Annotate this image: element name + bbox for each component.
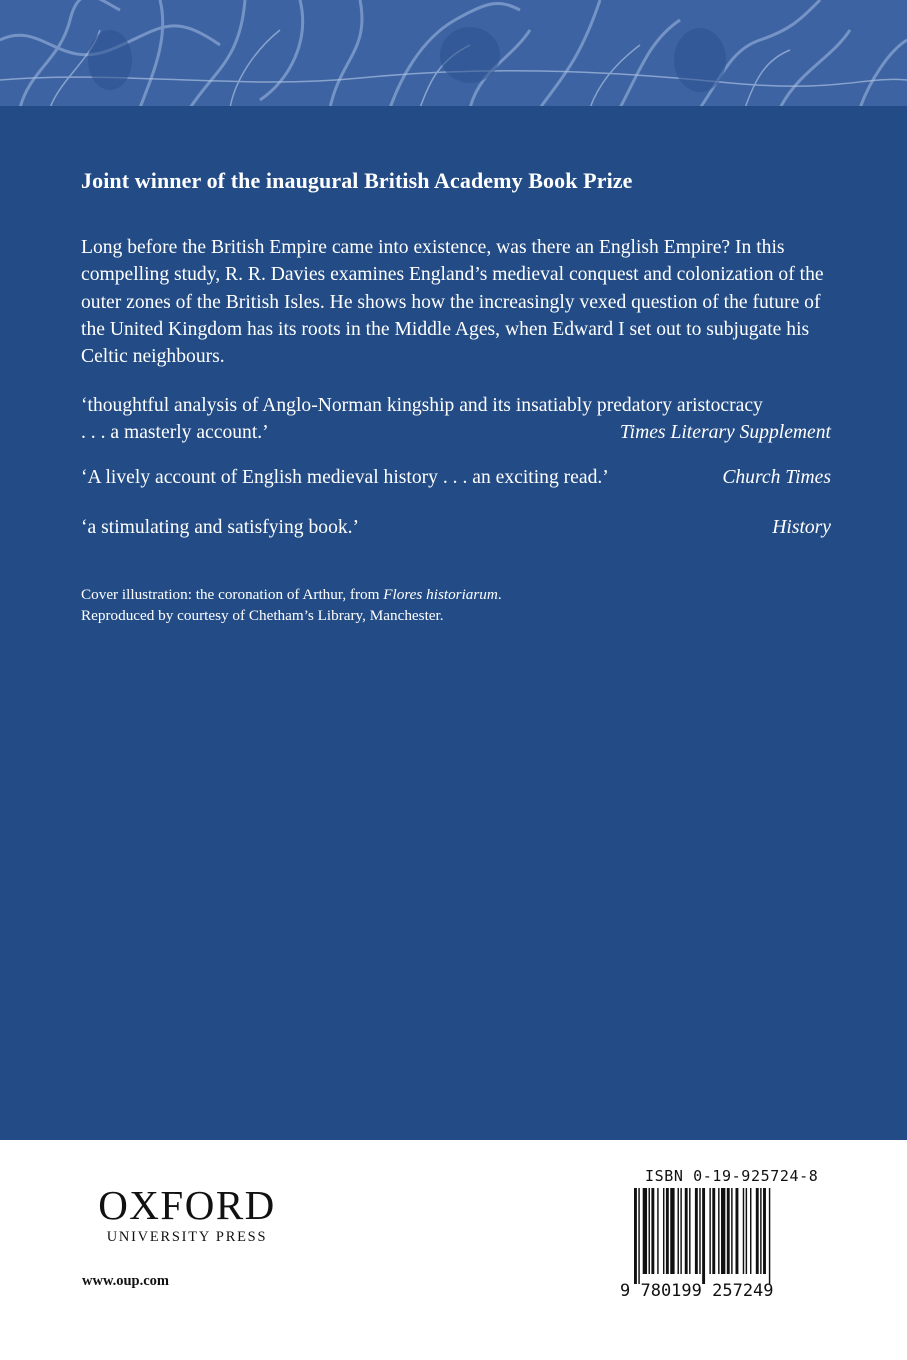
- cover-illustration-strip: [0, 0, 907, 108]
- barcode-bar: [634, 1188, 637, 1284]
- barcode-bar: [709, 1188, 710, 1274]
- review-quote-2-row: [81, 464, 831, 491]
- footer-area: [0, 1140, 907, 1360]
- review-quote-3: [81, 514, 831, 541]
- review-quote-2: [81, 464, 831, 491]
- review-quote-1: [81, 392, 831, 446]
- review-quote-1-text-line1: ‘thoughtful analysis of Anglo-Norman kingship and its insatiably predatory aristocracy: [81, 395, 763, 416]
- book-blurb: Long before the British Empire came into existence, was there an English Empire? In this compelling study, R. R. Davies examines England’s medieval conquest and colonization of the outer zones of the British Isles. He shows how the increasingly vexed question of the future of the United Kingdom has its roots in the Middle Ages, when Edward I set out to subjugate his Celtic neighbours.: [81, 237, 824, 368]
- barcode-bar: [718, 1188, 719, 1274]
- publisher-url: www.oup.com: [82, 1273, 170, 1289]
- barcode-bar: [702, 1188, 705, 1284]
- review-quote-3-source: History: [772, 517, 831, 538]
- barcode-digits: 9 780199 257249: [620, 1281, 774, 1301]
- cover-credit: [81, 584, 831, 626]
- barcode-bar: [663, 1188, 664, 1274]
- barcode-bar: [760, 1188, 761, 1274]
- review-quote-3-text: ‘a stimulating and satisfying book.’: [81, 517, 360, 538]
- cover-credit-suffix: .: [497, 586, 502, 603]
- barcode-icon: [620, 1188, 828, 1284]
- barcode-bar: [712, 1188, 715, 1274]
- barcode-bar: [680, 1188, 681, 1274]
- description-panel: [0, 106, 907, 1140]
- cover-credit-work-title: Flores historiarum: [383, 586, 498, 603]
- barcode-bar: [750, 1188, 751, 1274]
- review-quote-3-row: [81, 514, 831, 541]
- barcode-bar: [763, 1188, 766, 1274]
- isbn-label: ISBN 0-19-925724-8: [645, 1167, 819, 1185]
- prize-heading: Joint winner of the inaugural British Academy Book Prize: [81, 168, 633, 193]
- review-quote-2-source: Church Times: [722, 467, 831, 488]
- publisher-subname: UNIVERSITY PRESS: [106, 1229, 268, 1245]
- barcode-bar: [651, 1188, 654, 1274]
- barcode-bar: [743, 1188, 744, 1274]
- barcode-bar: [736, 1188, 739, 1274]
- barcode-bar: [649, 1188, 650, 1274]
- cover-credit-prefix: Cover illustration: the coronation of Arthur, from: [81, 586, 384, 603]
- barcode-bar: [643, 1188, 647, 1274]
- barcode-bar: [666, 1188, 669, 1274]
- barcode-bar: [769, 1188, 770, 1284]
- cover-credit-line2: Reproduced by courtesy of Chetham’s Library, Manchester.: [81, 607, 444, 624]
- barcode-bar: [699, 1188, 700, 1274]
- barcode-bar: [657, 1188, 658, 1274]
- barcode-bar: [695, 1188, 698, 1274]
- publisher-name: OXFORD: [98, 1182, 276, 1228]
- review-quote-2-text: ‘A lively account of English medieval history . . . an exciting read.’: [81, 467, 609, 488]
- barcode-bar: [685, 1188, 688, 1274]
- review-quote-1-text-line2: . . . a masterly account.’: [81, 422, 269, 443]
- barcode-bar: [638, 1188, 639, 1284]
- isbn-barcode-block: [620, 1167, 828, 1302]
- barcode-bar: [721, 1188, 725, 1274]
- review-quote-1-source: Times Literary Supplement: [619, 422, 831, 443]
- barcode-bar: [746, 1188, 747, 1274]
- cover-credit-line1: [81, 584, 831, 605]
- barcode-bar: [727, 1188, 730, 1274]
- barcode-bar: [678, 1188, 679, 1274]
- barcode-bar: [670, 1188, 674, 1274]
- illustration-drapery: [0, 0, 907, 108]
- publisher-logo: [82, 1183, 292, 1246]
- review-quote-1-line2-row: [81, 419, 831, 446]
- barcode-bar: [756, 1188, 759, 1274]
- barcode-bar: [689, 1188, 690, 1274]
- barcode-bar: [731, 1188, 732, 1274]
